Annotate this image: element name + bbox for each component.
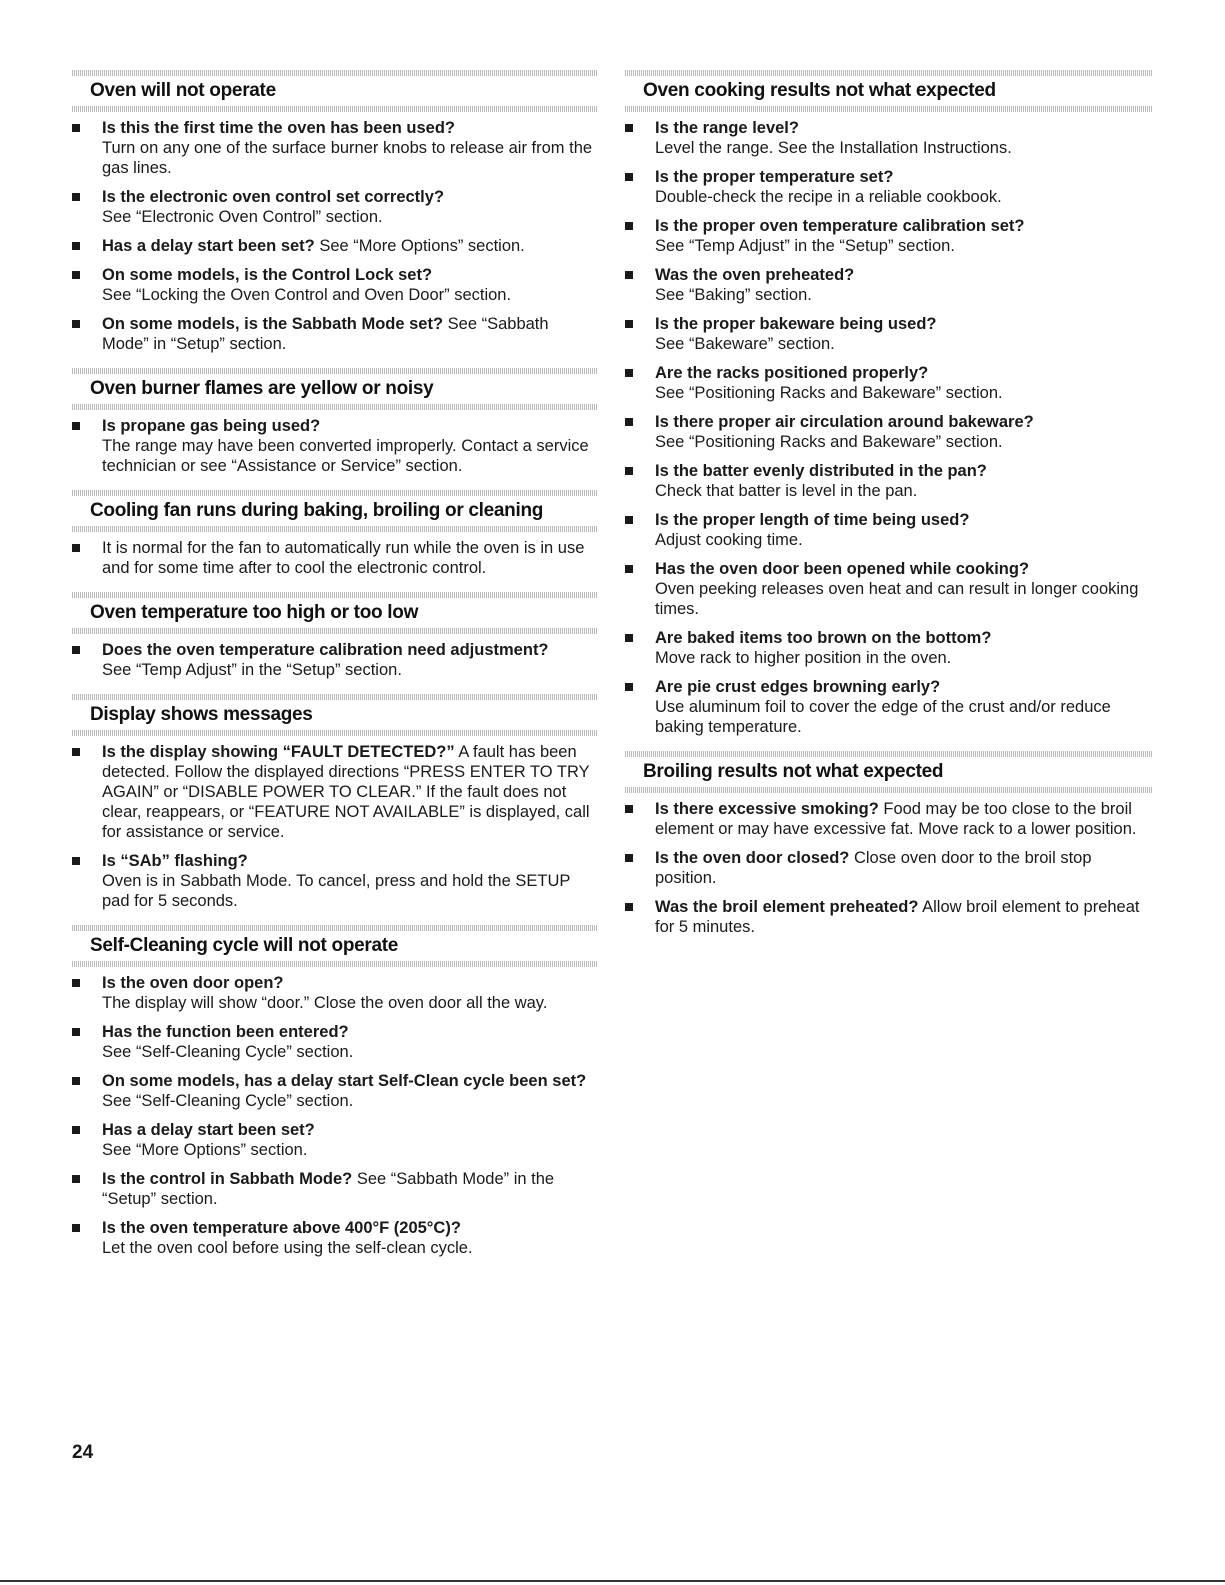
answer-text: See “More Options” section.	[314, 237, 525, 255]
question-text: Is the display showing “FAULT DETECTED?”	[102, 743, 455, 761]
square-bullet-icon	[625, 320, 633, 328]
section-cooling-fan-runs-during-baking-broiling-or-cleaning	[72, 490, 597, 578]
answer-text: See “Electronic Oven Control” section.	[102, 208, 383, 226]
page-number: 24	[72, 1442, 94, 1463]
list-item	[72, 973, 597, 1013]
question-text: Is the proper temperature set?	[655, 168, 894, 186]
list-item	[625, 559, 1153, 619]
list-item	[625, 412, 1153, 452]
question-text: Is the range level?	[655, 119, 799, 137]
question-text: Has a delay start been set?	[102, 1121, 315, 1139]
square-bullet-icon	[72, 857, 80, 865]
section-broiling-results-not-what-expected	[625, 751, 1153, 937]
list-item	[72, 742, 597, 842]
question-text: Is the oven door open?	[102, 974, 284, 992]
section-oven-will-not-operate	[72, 70, 597, 354]
square-bullet-icon	[72, 748, 80, 756]
item-list	[72, 532, 597, 578]
answer-text: Double-check the recipe in a reliable cookbook.	[655, 188, 1002, 206]
section-oven-burner-flames-are-yellow-or-noisy	[72, 368, 597, 476]
square-bullet-icon	[625, 854, 633, 862]
square-bullet-icon	[625, 418, 633, 426]
list-item	[625, 363, 1153, 403]
answer-text: See “Self-Cleaning Cycle” section.	[102, 1092, 354, 1110]
answer-text: Move rack to higher position in the oven.	[655, 649, 952, 667]
list-item	[625, 897, 1153, 937]
section-self-cleaning-cycle-will-not-operate	[72, 925, 597, 1258]
question-text: Was the oven preheated?	[655, 266, 855, 284]
answer-text: Adjust cooking time.	[655, 531, 803, 549]
question-text: Is the electronic oven control set correctly?	[102, 188, 445, 206]
square-bullet-icon	[625, 173, 633, 181]
question-text: Is the control in Sabbath Mode?	[102, 1170, 353, 1188]
list-item	[72, 118, 597, 178]
list-item	[72, 236, 597, 256]
section-title: Oven burner flames are yellow or noisy	[90, 378, 434, 399]
section-title: Cooling fan runs during baking, broiling or cleaning	[90, 500, 544, 521]
question-text: Is the oven temperature above 400°F (205°C)?	[102, 1219, 461, 1237]
right-column	[625, 70, 1153, 951]
square-bullet-icon	[72, 1175, 80, 1183]
question-text: Are baked items too brown on the bottom?	[655, 629, 992, 647]
square-bullet-icon	[72, 1224, 80, 1232]
square-bullet-icon	[72, 1126, 80, 1134]
square-bullet-icon	[625, 467, 633, 475]
square-bullet-icon	[72, 544, 80, 552]
list-item	[72, 640, 597, 680]
item-list	[72, 736, 597, 911]
section-title: Oven temperature too high or too low	[90, 602, 419, 623]
question-text: Has the function been entered?	[102, 1023, 349, 1041]
answer-text: The display will show “door.” Close the oven door all the way.	[102, 994, 548, 1012]
answer-text: The range may have been converted improperly. Contact a service technician or see “Assistance or Service” section.	[102, 437, 589, 475]
list-item	[625, 799, 1153, 839]
question-text: Is “SAb” flashing?	[102, 852, 248, 870]
list-item	[625, 677, 1153, 737]
square-bullet-icon	[625, 903, 633, 911]
list-item	[625, 167, 1153, 207]
question-text: Is there excessive smoking?	[655, 800, 879, 818]
answer-text: See “Positioning Racks and Bakeware” section.	[655, 384, 1003, 402]
square-bullet-icon	[625, 516, 633, 524]
question-text: Is the batter evenly distributed in the pan?	[655, 462, 987, 480]
question-text: Is the proper bakeware being used?	[655, 315, 937, 333]
question-text: Does the oven temperature calibration need adjustment?	[102, 641, 549, 659]
answer-text: Check that batter is level in the pan.	[655, 482, 918, 500]
section-title: Oven cooking results not what expected	[643, 80, 996, 101]
answer-text: It is normal for the fan to automatically run while the oven is in use and for some time after to cool the electronic control.	[102, 539, 585, 577]
question-text: Is the proper oven temperature calibration set?	[655, 217, 1025, 235]
square-bullet-icon	[625, 124, 633, 132]
answer-text: Allow broil element to preheat for 5 minutes.	[655, 898, 1140, 936]
answer-text: Turn on any one of the surface burner knobs to release air from the gas lines.	[102, 139, 593, 177]
list-item	[72, 416, 597, 476]
square-bullet-icon	[625, 683, 633, 691]
answer-text: Food may be too close to the broil element or may have excessive fat. Move rack to a lower position.	[655, 800, 1137, 838]
section-display-shows-messages	[72, 694, 597, 911]
square-bullet-icon	[72, 242, 80, 250]
list-item	[72, 851, 597, 911]
answer-text: Let the oven cool before using the self-clean cycle.	[102, 1239, 473, 1257]
square-bullet-icon	[625, 565, 633, 573]
answer-text: Use aluminum foil to cover the edge of the crust and/or reduce baking temperature.	[655, 698, 1111, 736]
square-bullet-icon	[72, 422, 80, 430]
square-bullet-icon	[72, 271, 80, 279]
item-list	[72, 967, 597, 1258]
square-bullet-icon	[625, 369, 633, 377]
list-item	[72, 314, 597, 354]
question-text: Is propane gas being used?	[102, 417, 321, 435]
item-list	[72, 634, 597, 680]
item-list	[72, 112, 597, 354]
item-list	[625, 793, 1153, 937]
answer-text: See “Temp Adjust” in the “Setup” section.	[102, 661, 402, 679]
list-item	[72, 265, 597, 305]
square-bullet-icon	[625, 634, 633, 642]
list-item	[625, 118, 1153, 158]
question-text: Has the oven door been opened while cooking?	[655, 560, 1030, 578]
square-bullet-icon	[72, 1028, 80, 1036]
square-bullet-icon	[72, 193, 80, 201]
list-item	[625, 265, 1153, 305]
list-item	[625, 628, 1153, 668]
list-item	[625, 216, 1153, 256]
bottom-rule	[0, 1580, 1225, 1582]
answer-text: See “Sabbath Mode” in “Setup” section.	[102, 315, 549, 353]
list-item	[72, 187, 597, 227]
list-item	[625, 461, 1153, 501]
section-title: Self-Cleaning cycle will not operate	[90, 935, 399, 956]
square-bullet-icon	[72, 124, 80, 132]
section-oven-cooking-results-not-what-expected	[625, 70, 1153, 737]
square-bullet-icon	[625, 805, 633, 813]
square-bullet-icon	[72, 1077, 80, 1085]
square-bullet-icon	[72, 320, 80, 328]
list-item	[72, 1169, 597, 1209]
section-oven-temperature-too-high-or-too-low	[72, 592, 597, 680]
square-bullet-icon	[72, 979, 80, 987]
answer-text: See “Self-Cleaning Cycle” section.	[102, 1043, 354, 1061]
question-text: On some models, has a delay start Self-Clean cycle been set?	[102, 1072, 587, 1090]
square-bullet-icon	[625, 271, 633, 279]
section-title: Oven will not operate	[90, 80, 276, 101]
list-item	[72, 538, 597, 578]
list-item	[72, 1022, 597, 1062]
answer-text: Oven peeking releases oven heat and can result in longer cooking times.	[655, 580, 1139, 618]
answer-text: Oven is in Sabbath Mode. To cancel, press and hold the SETUP pad for 5 seconds.	[102, 872, 571, 910]
list-item	[72, 1218, 597, 1258]
answer-text: See “Temp Adjust” in the “Setup” section.	[655, 237, 955, 255]
list-item	[625, 314, 1153, 354]
item-list	[625, 112, 1153, 737]
question-text: Has a delay start been set?	[102, 237, 315, 255]
answer-text: A fault has been detected. Follow the displayed directions “PRESS ENTER TO TRY AGAIN” or “DISABLE POWER TO CLEAR.” If the fault does not clear, reappears, or “FEATURE NOT AVAILABLE” is displayed, call for assistance or service.	[102, 743, 590, 841]
question-text: Is the oven door closed?	[655, 849, 850, 867]
answer-text: Level the range. See the Installation Instructions.	[655, 139, 1012, 157]
answer-text: See “Baking” section.	[655, 286, 812, 304]
question-text: Is the proper length of time being used?	[655, 511, 970, 529]
question-text: On some models, is the Control Lock set?	[102, 266, 433, 284]
question-text: Is there proper air circulation around bakeware?	[655, 413, 1034, 431]
answer-text: See “More Options” section.	[102, 1141, 308, 1159]
answer-text: See “Sabbath Mode” in the “Setup” section.	[102, 1170, 555, 1208]
answer-text: Close oven door to the broil stop position.	[655, 849, 1092, 887]
answer-text: See “Bakeware” section.	[655, 335, 835, 353]
section-title: Display shows messages	[90, 704, 313, 725]
section-title: Broiling results not what expected	[643, 761, 944, 782]
question-text: Was the broil element preheated?	[655, 898, 919, 916]
list-item	[72, 1120, 597, 1160]
item-list	[72, 410, 597, 476]
question-text: Are pie crust edges browning early?	[655, 678, 941, 696]
list-item	[625, 848, 1153, 888]
square-bullet-icon	[72, 646, 80, 654]
question-text: On some models, is the Sabbath Mode set?	[102, 315, 444, 333]
square-bullet-icon	[625, 222, 633, 230]
question-text: Is this the first time the oven has been used?	[102, 119, 455, 137]
question-text: Are the racks positioned properly?	[655, 364, 929, 382]
left-column	[72, 70, 597, 1272]
list-item	[72, 1071, 597, 1111]
list-item	[625, 510, 1153, 550]
answer-text: See “Positioning Racks and Bakeware” section.	[655, 433, 1003, 451]
answer-text: See “Locking the Oven Control and Oven Door” section.	[102, 286, 512, 304]
